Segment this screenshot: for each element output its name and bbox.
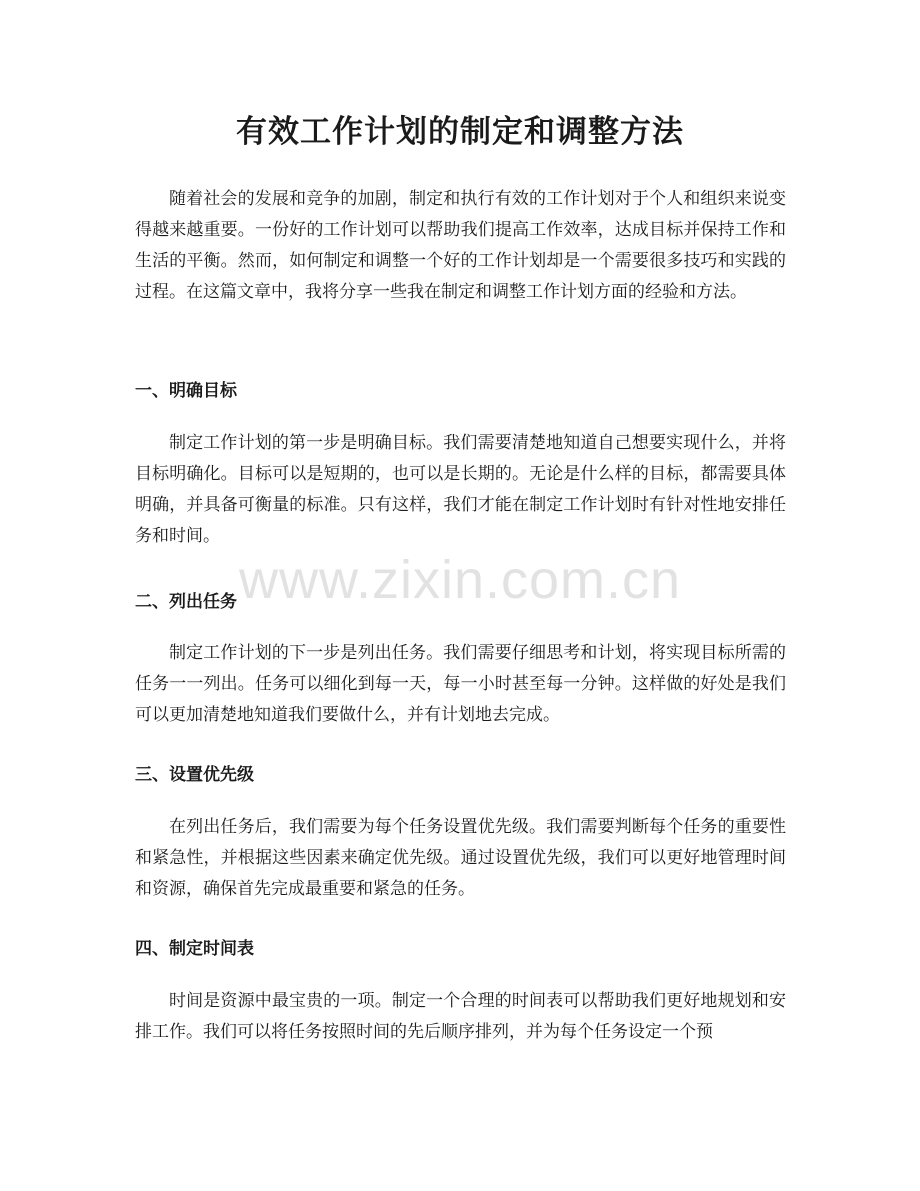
section-heading-3: 三、设置优先级 [135,765,254,785]
document-title: 有效工作计划的制定和调整方法 [236,114,684,150]
watermark: www.zixin.com.cn [238,550,682,610]
section-heading-4: 四、制定时间表 [135,939,254,959]
section-body-2: 制定工作计划的下一步是列出任务。我们需要仔细思考和计划，将实现目标所需的任务一一列出。任务可以细化到每一天，每一小时甚至每一分钟。这样做的好处是我们可以更加清楚地知道我们要做什么，并有计划地去完成。 [135,643,786,725]
section-body-1: 制定工作计划的第一步是明确目标。我们需要清楚地知道自己想要实现什么，并将目标明确化。目标可以是短期的，也可以是长期的。无论是什么样的目标，都需要具体明确，并具备可衡量的标准。只有这样，我们才能在制定工作计划时有针对性地安排任务和时间。 [135,433,786,546]
section-body-4: 时间是资源中最宝贵的一项。制定一个合理的时间表可以帮助我们更好地规划和安排工作。我们可以将任务按照时间的先后顺序排列，并为每个任务设定一个预 [135,991,786,1042]
section-heading-1: 一、明确目标 [135,381,237,401]
section-body-3: 在列出任务后，我们需要为每个任务设置优先级。我们需要判断每个任务的重要性和紧急性，并根据这些因素来确定优先级。通过设置优先级，我们可以更好地管理时间和资源，确保首先完成最重要和紧急的任务。 [135,817,786,899]
intro-paragraph: 随着社会的发展和竞争的加剧，制定和执行有效的工作计划对于个人和组织来说变得越来越重要。一份好的工作计划可以帮助我们提高工作效率，达成目标并保持工作和生活的平衡。然而，如何制定和调整一个好的工作计划却是一个需要很多技巧和实践的过程。在这篇文章中，我将分享一些我在制定和调整工作计划方面的经验和方法。 [135,189,786,302]
section-heading-2: 二、列出任务 [135,592,237,612]
